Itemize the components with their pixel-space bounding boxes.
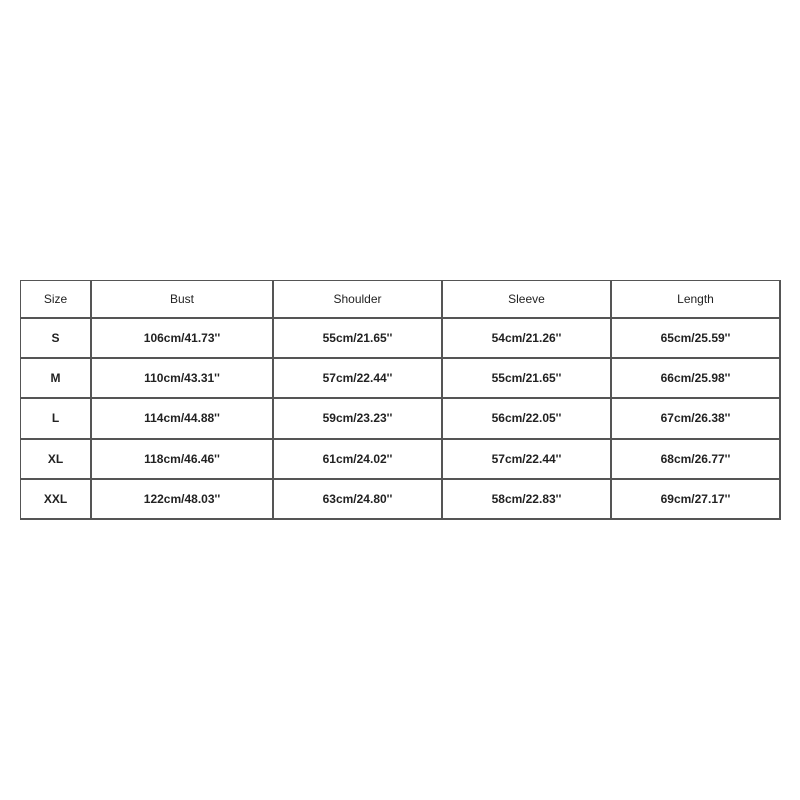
- size-cell: S: [21, 319, 92, 359]
- table-row: [21, 319, 781, 359]
- sleeve-cell: 58cm/22.83'': [443, 480, 612, 520]
- shoulder-cell: 57cm/22.44'': [274, 359, 443, 399]
- header-bust: Bust: [92, 281, 274, 319]
- bust-cell: 110cm/43.31'': [92, 359, 274, 399]
- shoulder-cell: 61cm/24.02'': [274, 440, 443, 480]
- size-cell: M: [21, 359, 92, 399]
- length-cell: 67cm/26.38'': [612, 399, 781, 439]
- shoulder-cell: 55cm/21.65'': [274, 319, 443, 359]
- size-cell: L: [21, 399, 92, 439]
- shoulder-cell: 59cm/23.23'': [274, 399, 443, 439]
- header-sleeve: Sleeve: [443, 281, 612, 319]
- table-row: [21, 480, 781, 520]
- size-cell: XL: [21, 440, 92, 480]
- table-row: [21, 440, 781, 480]
- table-header-row: [21, 281, 781, 319]
- length-cell: 66cm/25.98'': [612, 359, 781, 399]
- sleeve-cell: 57cm/22.44'': [443, 440, 612, 480]
- table-row: [21, 399, 781, 439]
- header-length: Length: [612, 281, 781, 319]
- sleeve-cell: 56cm/22.05'': [443, 399, 612, 439]
- sleeve-cell: 54cm/21.26'': [443, 319, 612, 359]
- table-row: [21, 359, 781, 399]
- header-size: Size: [21, 281, 92, 319]
- size-chart-table: [20, 280, 781, 520]
- size-cell: XXL: [21, 480, 92, 520]
- bust-cell: 106cm/41.73'': [92, 319, 274, 359]
- length-cell: 69cm/27.17'': [612, 480, 781, 520]
- header-shoulder: Shoulder: [274, 281, 443, 319]
- length-cell: 68cm/26.77'': [612, 440, 781, 480]
- shoulder-cell: 63cm/24.80'': [274, 480, 443, 520]
- bust-cell: 114cm/44.88'': [92, 399, 274, 439]
- bust-cell: 118cm/46.46'': [92, 440, 274, 480]
- bust-cell: 122cm/48.03'': [92, 480, 274, 520]
- sleeve-cell: 55cm/21.65'': [443, 359, 612, 399]
- length-cell: 65cm/25.59'': [612, 319, 781, 359]
